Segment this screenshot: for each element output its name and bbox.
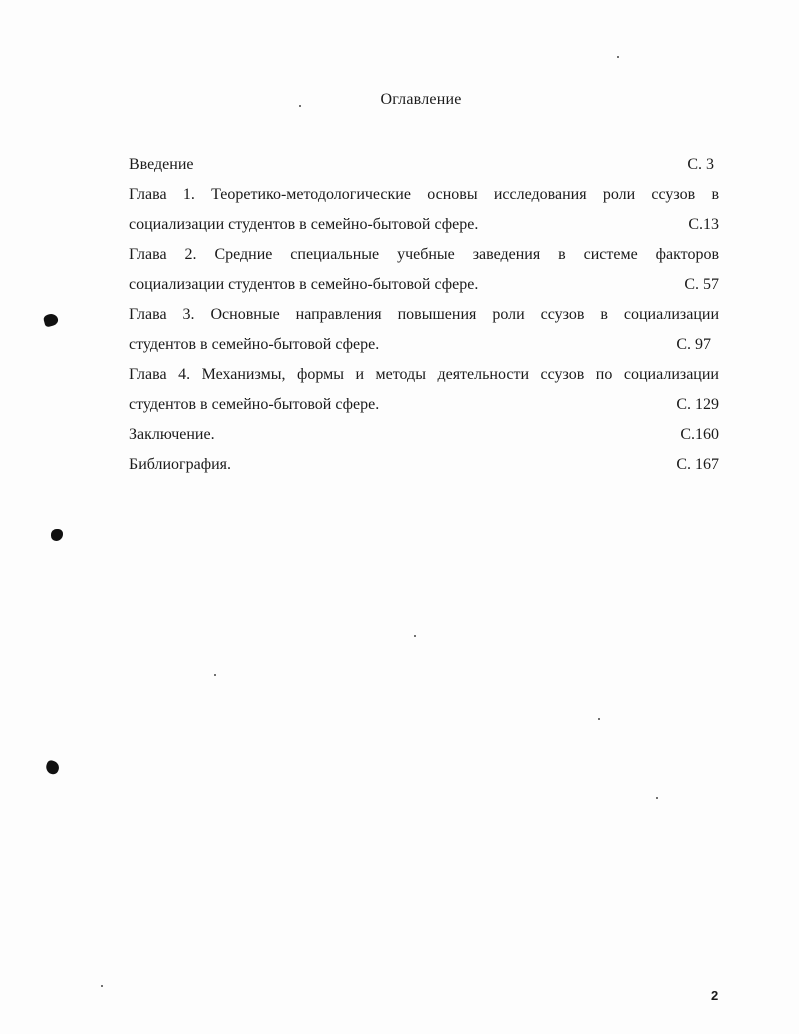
toc-entry-text: Глава 3. Основные направления повышения роли ссузов в социализации: [129, 306, 719, 323]
toc-page-ref: С. 3: [687, 156, 714, 173]
toc-entry-text-cont: студентов в семейно-бытовой сфере.: [129, 396, 380, 413]
hole-punch-mark: [44, 759, 61, 776]
hole-punch-mark: [43, 312, 60, 327]
toc-entry-text: Глава 2. Средние специальные учебные заведения в системе факторов: [129, 246, 719, 263]
toc-entry-text: Глава 1. Теоретико-методологические основы исследования роли ссузов в: [129, 186, 719, 203]
toc-entry-text: Библиография.: [129, 456, 231, 473]
toc-entry-text: Глава 4. Механизмы, формы и методы деятельности ссузов по социализации: [129, 366, 719, 383]
toc-entry-text: Введение: [129, 156, 194, 173]
toc-page-ref: С. 129: [676, 396, 719, 413]
toc-entry-chapter-1: [129, 180, 719, 240]
scan-speck: [656, 797, 658, 799]
scan-speck: [414, 635, 416, 637]
scan-speck: [598, 718, 600, 720]
scan-speck: [299, 105, 301, 107]
toc-page-ref: С. 97: [676, 336, 711, 353]
toc-entry-conclusion: [129, 420, 719, 450]
table-of-contents: [129, 150, 719, 480]
toc-entry-text-cont: студентов в семейно-бытовой сфере.: [129, 336, 380, 353]
hole-punch-mark: [51, 529, 63, 541]
toc-entry-introduction: [129, 150, 719, 180]
toc-entry-chapter-4: [129, 360, 719, 420]
page-title: Оглавление: [380, 91, 462, 108]
toc-entry-text-cont: социализации студентов в семейно-бытовой сфере.: [129, 216, 479, 233]
toc-entry-chapter-3: [129, 300, 719, 360]
toc-entry-text: Заключение.: [129, 426, 215, 443]
scan-speck: [101, 985, 103, 987]
scan-speck: [617, 56, 619, 58]
scan-speck: [214, 674, 216, 676]
toc-page-ref: С. 167: [676, 456, 719, 473]
page-number: 2: [711, 988, 719, 1003]
toc-page-ref: С.160: [680, 426, 719, 443]
toc-entry-chapter-2: [129, 240, 719, 300]
toc-page-ref: С. 57: [684, 276, 719, 293]
toc-page-ref: С.13: [688, 216, 719, 233]
toc-entry-text-cont: социализации студентов в семейно-бытовой сфере.: [129, 276, 479, 293]
toc-entry-bibliography: [129, 450, 719, 480]
